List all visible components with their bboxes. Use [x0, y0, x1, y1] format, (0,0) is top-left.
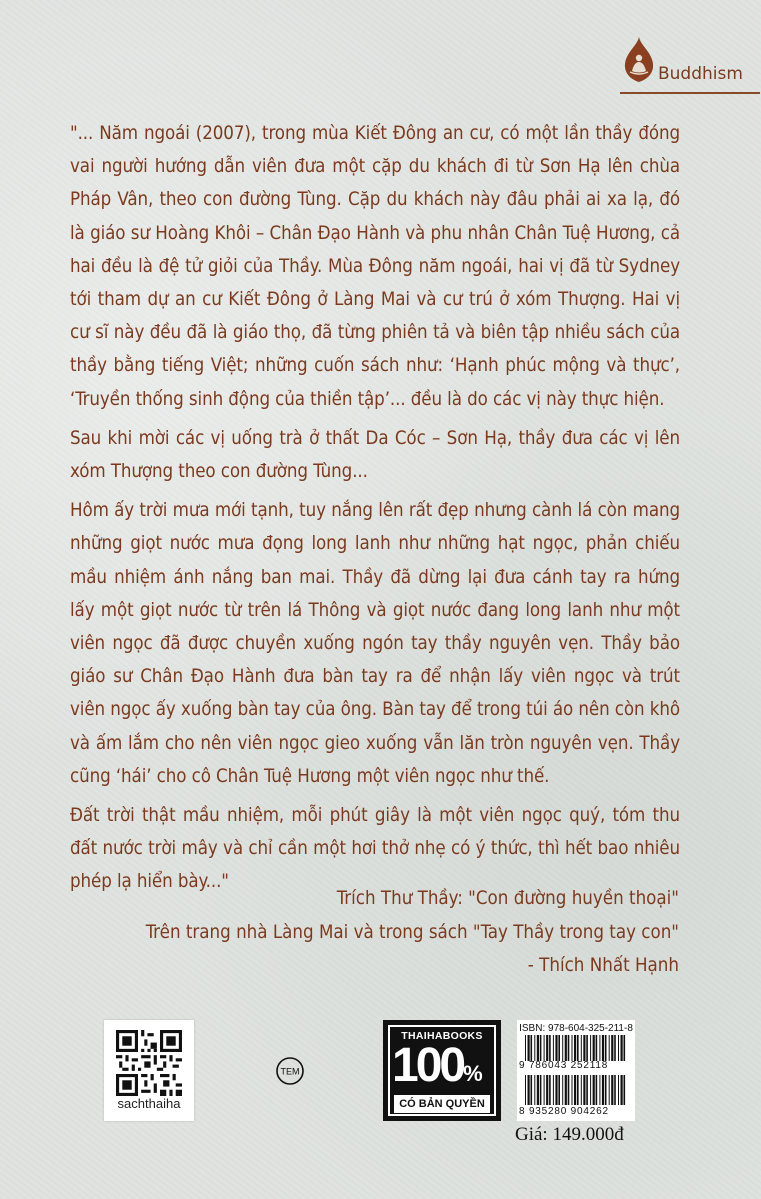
tem-stamp-icon	[275, 1056, 305, 1086]
badge-publisher: THAIHABOOKS	[401, 1030, 483, 1042]
barcode-bar	[618, 1075, 619, 1105]
badge-percent: %	[463, 1061, 483, 1086]
barcode-bar	[568, 1035, 570, 1061]
barcode-bar	[611, 1075, 613, 1105]
badge-caption: CÓ BẢN QUYỀN	[394, 1095, 490, 1113]
barcode-bar	[581, 1035, 582, 1061]
barcode-bar	[609, 1075, 610, 1105]
barcode-bar	[602, 1035, 604, 1061]
barcode-bar	[528, 1035, 530, 1061]
barcode-bar	[596, 1035, 598, 1061]
isbn-digits: 9 786043 252118	[519, 1060, 609, 1071]
barcode-bar	[614, 1075, 616, 1105]
quote-paragraph: Đất trời thật mầu nhiệm, mỗi phút giây là một viên ngọc quý, tóm thu đất nước trời mây và chỉ cần một hơi thở nhẹ có ý thức, thì hết bao nhiêu phép lạ hiển bày..."	[70, 805, 680, 893]
quote-paragraph: Hôm ấy trời mưa mới tạnh, tuy nắng lên rất đẹp nhưng cành lá còn mang những giọt nước mưa đọng long lanh như những hạt ngọc, phản chiếu mầu nhiệm ánh nắng ban mai. Thầy đã dừng lại đưa cánh tay ra hứng lấy một giọt nước từ trên lá Thông và giọt nước đang long lanh như một viên ngọc đã được chuyền xuống ngón tay thầy nguyên vẹn. Thầy bảo giáo sư Chân Đạo Hành đưa bàn tay ra để nhận lấy viên ngọc và trút viên ngọc ấy xuống bàn tay của ông. Bàn tay để trong túi áo nên còn khô và ấm lắm cho nên viên ngọc gieo xuống vẫn lăn tròn nguyên vẹn. Thầy cũng ‘hái’ cho cô Chân Tuệ Hương một viên ngọc như thế.	[70, 500, 680, 787]
bodhi-leaf-meditator-icon	[620, 34, 658, 86]
copyright-badge	[383, 1020, 501, 1121]
barcode-bar	[572, 1035, 573, 1061]
ean-digits: 8 935280 904262	[519, 1106, 609, 1117]
tem-label: TEM	[280, 1066, 300, 1077]
qr-code-icon	[116, 1030, 182, 1096]
barcode-bar	[528, 1075, 530, 1105]
barcode-bar	[621, 1035, 623, 1061]
barcode-bar	[546, 1075, 548, 1105]
barcode-bar	[593, 1035, 595, 1061]
isbn-barcode-icon	[525, 1035, 629, 1061]
brand-divider	[620, 92, 760, 94]
barcode-bar	[544, 1035, 545, 1061]
barcode-bar	[555, 1075, 557, 1105]
barcode-bar	[555, 1035, 557, 1061]
barcode-bar	[596, 1075, 598, 1105]
price-label: Giá: 149.000đ	[515, 1124, 624, 1145]
barcode-bar	[593, 1075, 595, 1105]
barcode-bar	[525, 1035, 526, 1061]
barcode-bar	[558, 1075, 560, 1105]
barcode-bar	[549, 1075, 551, 1105]
ean-barcode-icon	[525, 1075, 629, 1105]
barcode-bar	[586, 1075, 588, 1105]
barcode-bar	[549, 1035, 551, 1061]
barcode-bar	[602, 1075, 604, 1105]
barcode-bar	[572, 1075, 573, 1105]
quote-paragraph: "... Năm ngoái (2007), trong mùa Kiết Đông an cư, có một lần thầy đóng vai người hướng dẫn viên đưa một cặp du khách đi từ Sơn Hạ lên chùa Pháp Vân, theo con đường Tùng. Cặp du khách này đâu phải ai xa lạ, đó là giáo sư Hoàng Khôi – Chân Đạo Hành và phu nhân Chân Tuệ Hương, cả hai đều là đệ tử giỏi của Thầy. Mùa Đông năm ngoái, hai vị đã từ Sydney tới tham dự an cư Kiết Đông ở Làng Mai và cư trú ở xóm Thượng. Hai vị cư sĩ này đều đã là giáo thọ, đã từng phiên tả và biên tập nhiều sách của thầy bằng tiếng Việt; những cuốn sách như: ‘Hạnh phúc mộng và thực’, ‘Truyền thống sinh động của thiền tập’... đều là do các vị này thực hiện.	[70, 123, 680, 410]
brand-header	[618, 34, 760, 96]
barcode-bar	[565, 1035, 567, 1061]
barcode-bar	[544, 1075, 545, 1105]
barcode-bar	[599, 1035, 600, 1061]
barcode-bar	[553, 1035, 554, 1061]
barcode-bar	[605, 1035, 607, 1061]
badge-frame	[388, 1025, 496, 1116]
barcode-bar	[553, 1075, 554, 1105]
barcode-bar	[577, 1075, 579, 1105]
quote-credits	[146, 882, 679, 983]
credit-source: Trích Thư Thầy: "Con đường huyền thoại"	[336, 888, 679, 909]
barcode-bar	[558, 1035, 560, 1061]
barcode-bar	[609, 1035, 610, 1061]
barcode-bar	[590, 1075, 591, 1105]
barcode-bar	[583, 1035, 585, 1061]
credit-reference: Trên trang nhà Làng Mai và trong sách "Tay Thầy trong tay con"	[145, 921, 679, 943]
barcode-bar	[562, 1075, 563, 1105]
quote-body	[70, 117, 680, 905]
barcode-bar	[537, 1075, 539, 1105]
barcode-bar	[574, 1075, 576, 1105]
barcode-bar	[534, 1035, 535, 1061]
barcode-bar	[581, 1075, 582, 1105]
barcode-bar	[531, 1075, 533, 1105]
quote-paragraph: Sau khi mời các vị uống trà ở thất Da Cóc – Sơn Hạ, thầy đưa các vị lên xóm Thượng theo con đường Tùng...	[70, 427, 680, 483]
barcode-bar	[621, 1075, 623, 1105]
barcode-bar	[565, 1075, 567, 1105]
isbn-text: ISBN: 978-604-325-211-8	[519, 1023, 633, 1034]
brand-name: Buddhism	[658, 64, 743, 84]
badge-number-value: 100	[392, 1039, 464, 1092]
barcode-bar	[540, 1075, 542, 1105]
barcode-bar	[562, 1035, 563, 1061]
barcode-bar	[583, 1075, 585, 1105]
barcode-bar	[618, 1035, 619, 1061]
barcode-bar	[586, 1035, 588, 1061]
qr-card[interactable]	[104, 1020, 194, 1121]
barcode-bar	[614, 1035, 616, 1061]
barcode-bar	[577, 1035, 579, 1061]
barcode-bar	[534, 1075, 535, 1105]
barcode-bar	[546, 1035, 548, 1061]
barcode-bar	[605, 1075, 607, 1105]
barcode-bar	[590, 1035, 591, 1061]
barcode-bar	[568, 1075, 570, 1105]
barcode-bar	[624, 1035, 626, 1061]
credit-author: - Thích Nhất Hạnh	[527, 955, 679, 976]
barcode-bar	[531, 1035, 533, 1061]
barcode-bar	[599, 1075, 600, 1105]
badge-number	[392, 1038, 483, 1093]
barcode-bar	[624, 1075, 626, 1105]
qr-label: sachthaiha	[117, 1096, 181, 1111]
barcode-bar	[525, 1075, 526, 1105]
barcode-bar	[540, 1035, 542, 1061]
barcode-block	[517, 1020, 635, 1121]
barcode-bar	[611, 1035, 613, 1061]
barcode-bar	[574, 1035, 576, 1061]
barcode-bar	[537, 1035, 539, 1061]
